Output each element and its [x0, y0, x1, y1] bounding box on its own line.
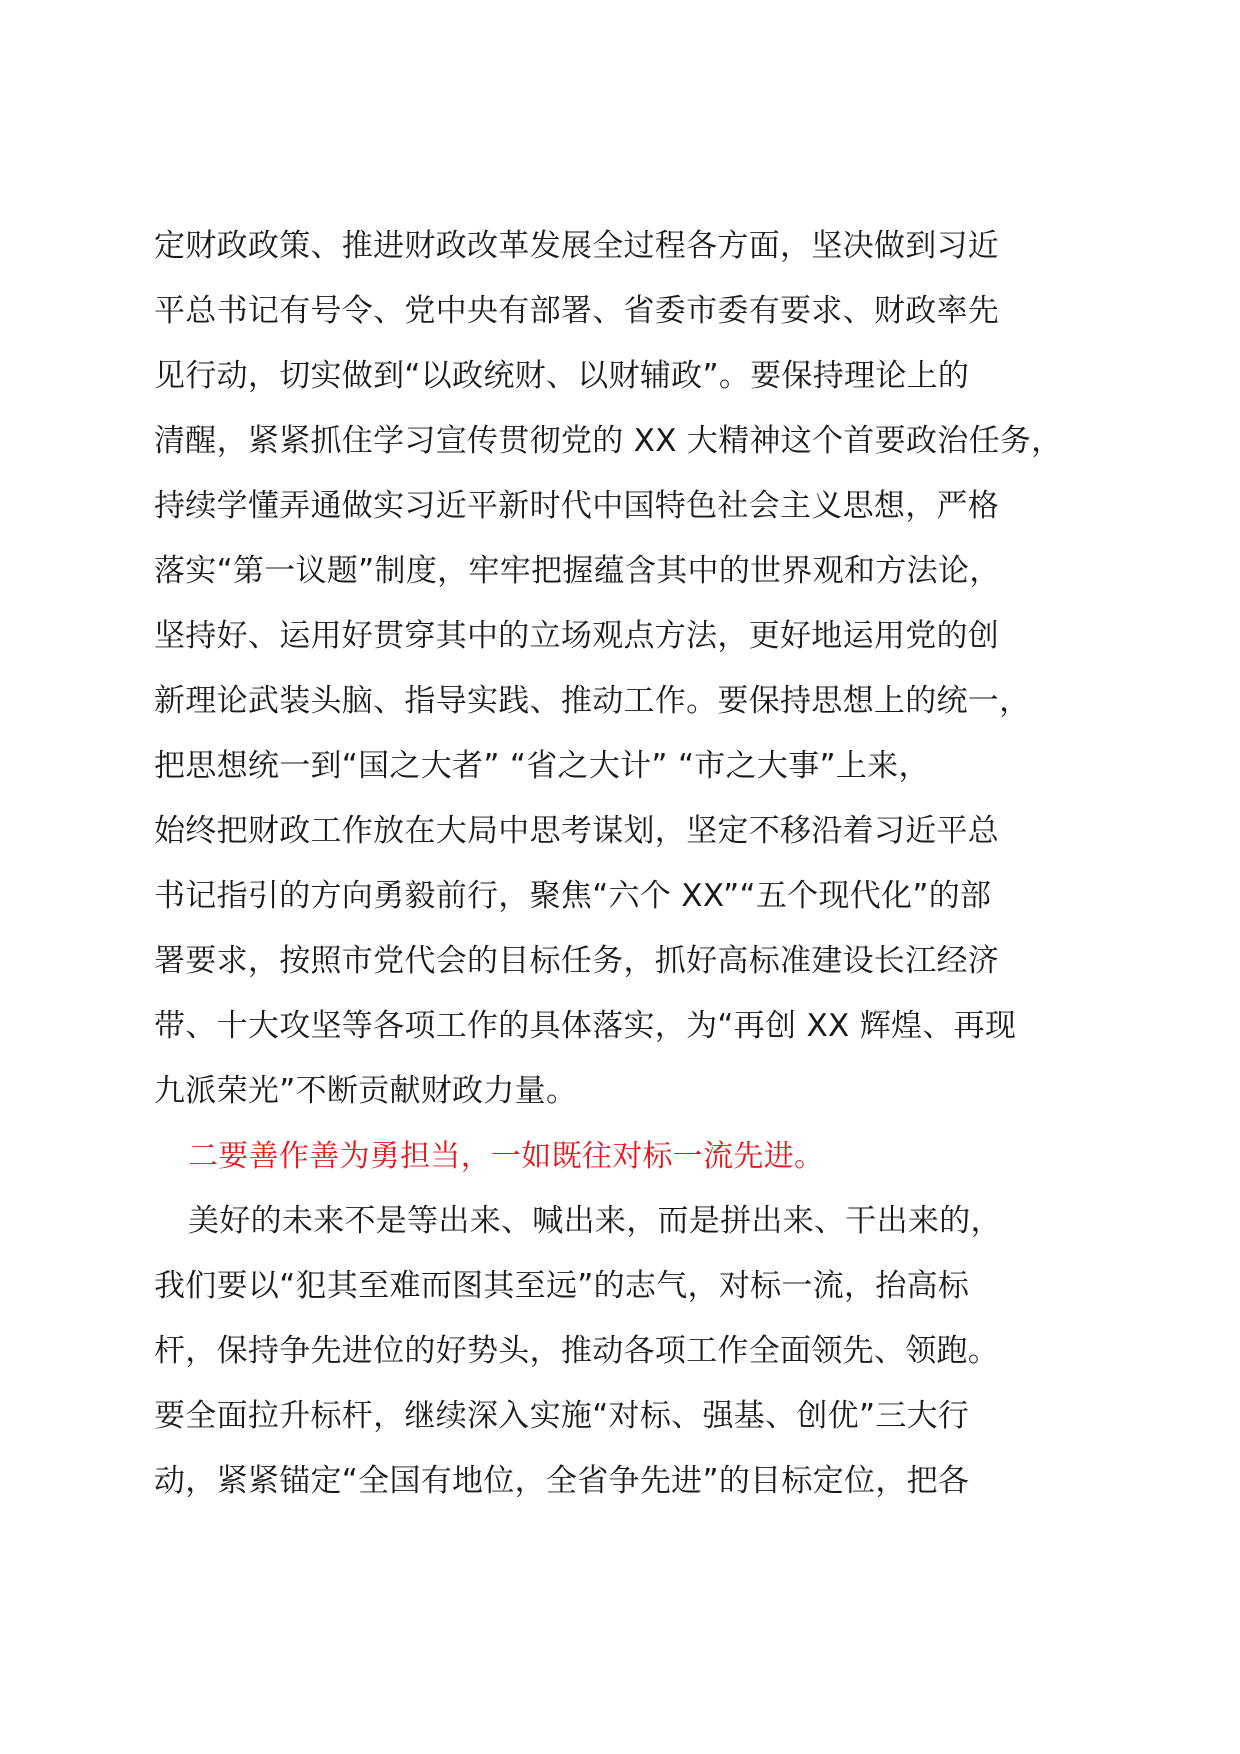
- text-line: 清醒，紧紧抓住学习宣传贯彻党的 XX 大精神这个首要政治任务，: [154, 423, 1063, 459]
- text-line: 见行动，切实做到“以政统财、以财辅政”。要保持理论上的: [154, 358, 970, 394]
- text-line: 要全面拉升标杆，继续深入实施“对标、强基、创优”三大行: [154, 1398, 970, 1434]
- text-line: 把思想统一到“国之大者” “省之大计” “市之大事”上来，: [154, 748, 930, 784]
- text-line: 九派荣光”不断贡献财政力量。: [154, 1073, 578, 1109]
- text-line: 定财政政策、推进财政改革发展全过程各方面，坚决做到习近: [154, 228, 1000, 264]
- text-line: 持续学懂弄通做实习近平新时代中国特色社会主义思想，严格: [154, 488, 1000, 524]
- document-body: [154, 214, 1134, 1514]
- section-heading: 二要善作善为勇担当，一如既往对标一流先进。: [188, 1139, 825, 1174]
- text-line: 杆，保持争先进位的好势头，推动各项工作全面领先、领跑。: [154, 1333, 1000, 1369]
- text-line: 署要求，按照市党代会的目标任务，抓好高标准建设长江经济: [154, 943, 1000, 979]
- text-line: 我们要以“犯其至难而图其至远”的志气，对标一流，抬高标: [154, 1268, 970, 1304]
- text-line: 新理论武装头脑、指导实践、推动工作。要保持思想上的统一，: [154, 683, 1031, 719]
- paragraph-1: [154, 214, 1134, 1124]
- text-line: 动，紧紧锚定“全国有地位，全省争先进”的目标定位，把各: [154, 1463, 970, 1499]
- text-line: 带、十大攻坚等各项工作的具体落实，为“再创 XX 辉煌、再现: [154, 1008, 1017, 1044]
- paragraph-2: [154, 1189, 1134, 1514]
- text-line: 始终把财政工作放在大局中思考谋划，坚定不移沿着习近平总: [154, 813, 1000, 849]
- text-line: 坚持好、运用好贯穿其中的立场观点方法，更好地运用党的创: [154, 618, 1000, 654]
- text-line: 平总书记有号令、党中央有部署、省委市委有要求、财政率先: [154, 293, 1000, 329]
- text-line: 美好的未来不是等出来、喊出来，而是拼出来、干出来的，: [188, 1203, 1002, 1239]
- text-line: 书记指引的方向勇毅前行，聚焦“六个 XX”“五个现代化”的部: [154, 878, 992, 914]
- text-line: 落实“第一议题”制度，牢牢把握蕴含其中的世界观和方法论，: [154, 553, 1001, 589]
